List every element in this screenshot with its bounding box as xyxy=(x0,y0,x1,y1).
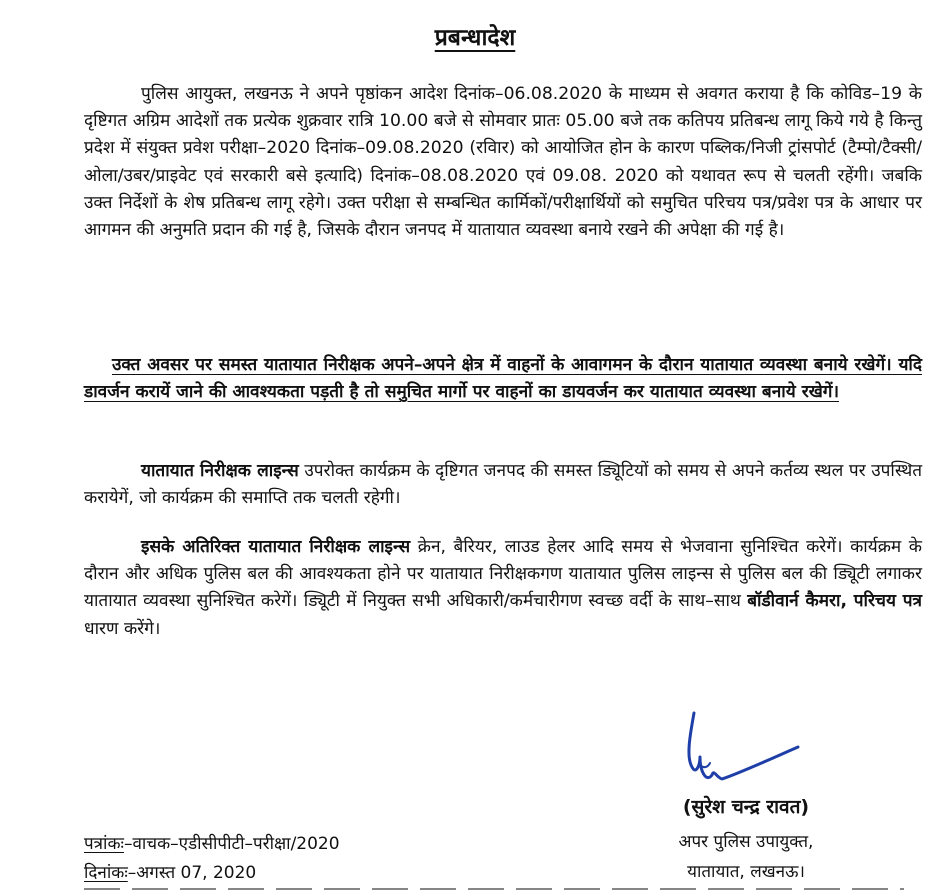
paragraph-3-text: उपरोक्त कार्यक्रम के दृष्टिगत जनपद की समस्त ड्यिूटियों को समय से अपने कर्तव्य स्थल पर उपस्थित करायेगें, जो कार्यक्रम की समाप्ति तक चलती रहेगी। xyxy=(84,461,923,509)
reference-date xyxy=(84,860,256,883)
paragraph-3 xyxy=(84,458,922,512)
paragraph-2-instructions: उक्त अवसर पर समस्त यातायात निरीक्षक अपने–अपने क्षेत्र में वाहनों के आवागमन के दौरान यातायात व्यवस्था बनाये रखेगें। यदि डावर्जन करायें जाने की आवश्यकता पड़ती है तो समुचित मार्गो पर वाहनों का डायवर्जन कर यातायात व्यवस्था बनाये रखेगें। xyxy=(84,355,922,403)
reference-number xyxy=(84,831,340,854)
signatory-office: यातायात, लखनऊ। xyxy=(687,862,805,882)
paragraph-4-bold-2: बॉडीवार्न कैमरा, परिचय पत्र xyxy=(747,591,922,612)
reference-date-value: –अगस्त 07, 2020 xyxy=(127,863,257,883)
document-title: प्रबन्धादेश xyxy=(434,25,516,51)
paragraph-3-bold: यातायात निरीक्षक लाइन्स xyxy=(141,461,299,481)
signatory-name: (सुरेश चन्द्र रावत) xyxy=(682,796,810,818)
reference-date-label: दिनांकः xyxy=(84,863,128,883)
reference-number-value: –वाचक–एडीसीपीटी–परीक्षा/2020 xyxy=(123,834,340,854)
paragraph-1: पुलिस आयुक्त, लखनऊ ने अपने पृष्ठांकन आदेश दिनांक–06.08.2020 के माध्यम से अवगत कराया है कि कोविड–19 के दृष्टिगत अग्रिम आदेशों तक प्रत्येक शुक्रवार रात्रि 10.00 बजे से सोमवार प्रातः 05.00 बजे तक कतिपय प्रतिबन्ध लागू किये गये है किन्तु प्रदेश में संयुक्त प्रवेश परीक्षा–2020 दिनांक–09.08.2020 (रविार) को आयोजित होन के कारण पब्लिक/निजी ट्रांसपोर्ट (टैम्पो/टैक्सी/ ओला/उबर/प्राइवेट एवं सरकारी बसे इत्यादि) दिनांक–08.08.2020 एवं 09.08. 2020 को यथावत रूप से चलती रहेंगी। जबकि उक्त निर्देशों के शेष प्रतिबन्ध लागू रहेगे। उक्त परीक्षा से सम्बन्धित कार्मिकों/परीक्षार्थियों को समुचित परिचय पत्र/प्रवेश पत्र के आधार पर आगमन की अनुमति प्रदान की गई है, जिसके दौरान जनपद में यातायात व्यवस्था बनाये रखने की अपेक्षा की गई है। xyxy=(84,84,922,241)
reference-number-label: पत्रांकः xyxy=(84,834,124,854)
signatory-designation: अपर पुलिस उपायुक्त, xyxy=(678,832,814,852)
handwritten-signature xyxy=(670,705,810,805)
paragraph-4-bold-1: इसके अतिरिक्त यातायात निरीक्षक लाइन्स xyxy=(141,537,411,557)
cutoff-text-line xyxy=(84,884,904,894)
paragraph-4-text-2: धारण करेंगे। xyxy=(84,618,161,639)
paragraph-4 xyxy=(84,534,922,643)
paragraph-4-text-1: क्रेन, बैरियर, लाउड हेलर आदि समय से भेजवाना सुनिश्चित करेगें। कार्यक्रम के दौरान और अधिक पुलिस बल की आवश्यकता होने पर यातायात निरीक्षकगण यातायात पुलिस लाइन्स से पुलिस बल की ड्यिूटी लगाकर यातायात व्यवस्था सुनिश्चित करेगें। ड्यिूटी में नियुक्त सभी अधिकारी/कर्मचारीगण स्वच्छ वर्दी के साथ–साथ xyxy=(84,537,922,612)
